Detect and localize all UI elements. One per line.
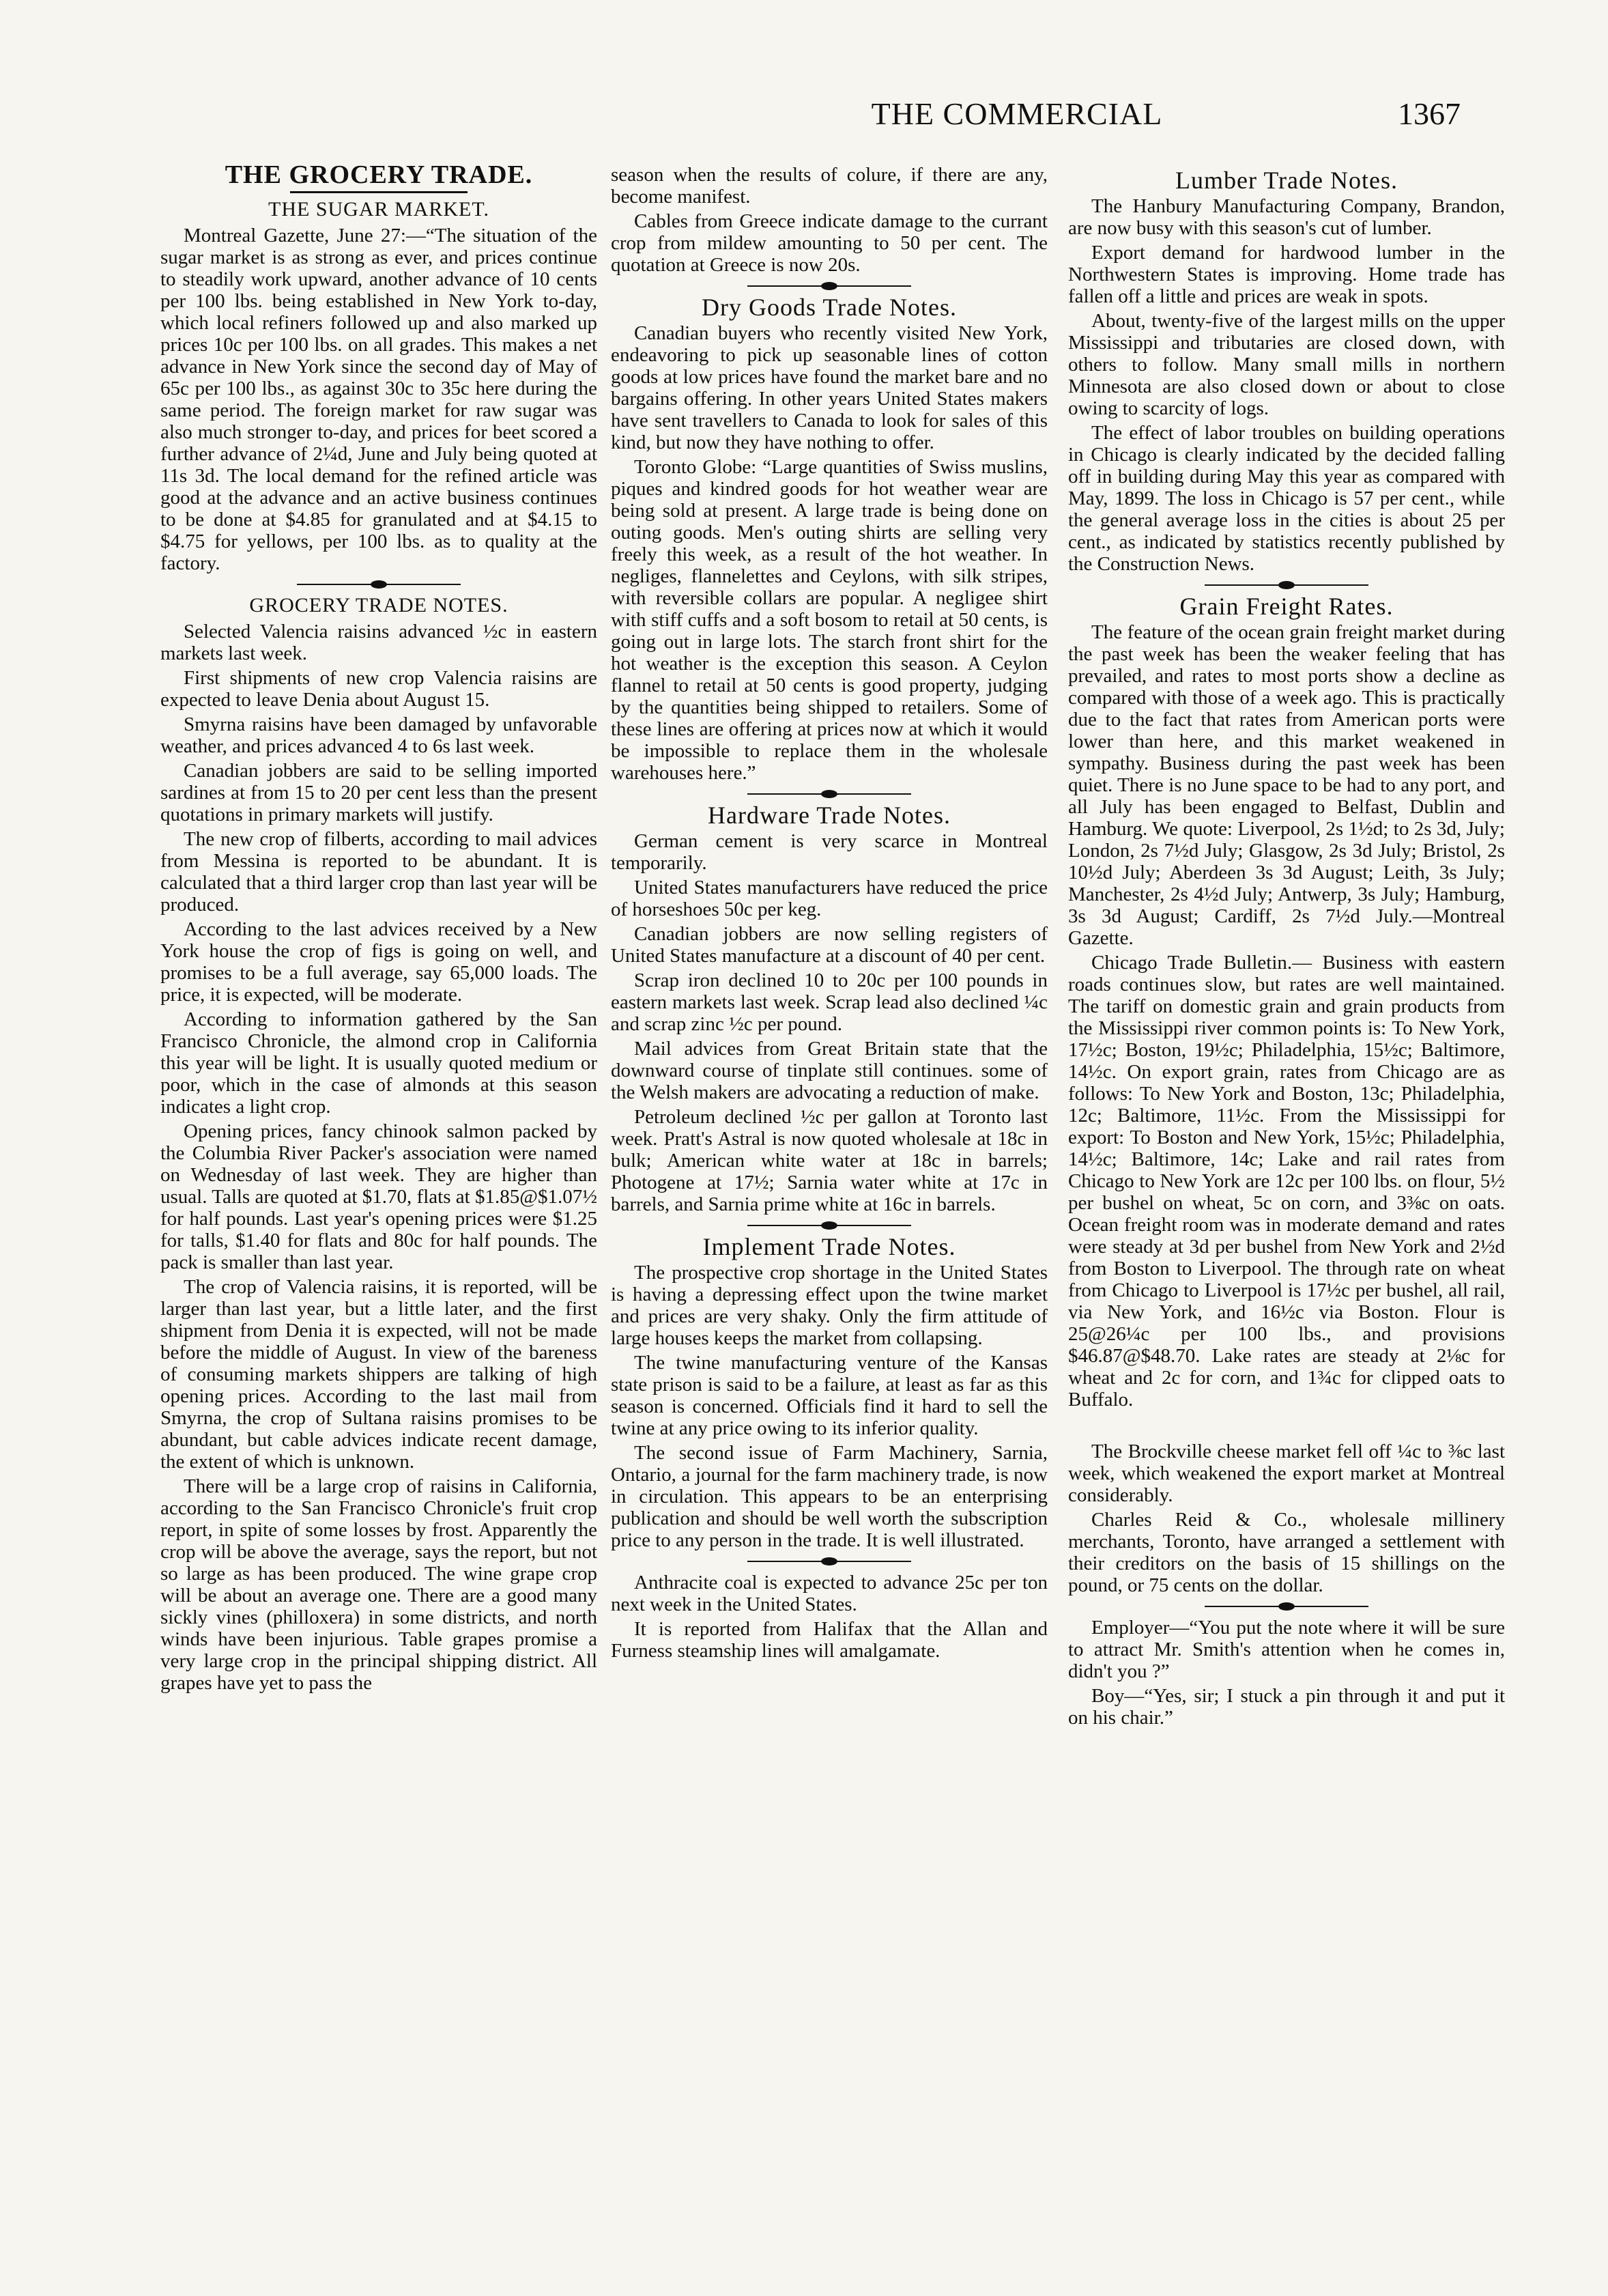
article-paragraph: Montreal Gazette, June 27:—“The situation of the sugar market is as strong as ever, and prices continue to steadily work upward, another advance of 10 cents per 100 lbs. being established in New York to-day, which local refiners followed up and also marked up prices 10c per 100 lbs. on all grades. This makes a net advance in New York since the second day of May of 65c per 100 lbs., as against 30c to 35c here during the same period. The foreign market for raw sugar was also much stronger to-day, and prices for beet scored a further advance of 2¼d, June and July being quoted at 11s 3d. The local demand for the refined article was good at the advance and an active business continues to be done at $4.85 for granulated and at $4.15 to $4.75 for yellows, per 100 lbs. as to quality at the factory. [160, 225, 597, 574]
grocery-notes-heading: GROCERY TRADE NOTES. [249, 594, 508, 616]
article-paragraph: According to information gathered by the San Francisco Chronicle, the almond crop in California this year will be light. It is usually quoted medium or poor, which in the case of almonds at this season indicates a light crop. [160, 1008, 597, 1118]
article-paragraph: Chicago Trade Bulletin.— Business with eastern roads continues slow, but rates are well maintained. The tariff on domestic grain and grain products from the Mississippi river common points is: To New York, 17½c; Boston, 19½c; Philadelphia, 15½c; Baltimore, 14½c. On export grain, rates from Chicago are as follows: To New York and Boston, 13c; Philadelphia, 12c; Baltimore, 11½c. From the Mississippi for export: To Boston and New York, 15½c; Philadelphia, 14½c; Baltimore, 14c; Lake and rail rates from Chicago to New York are 12c per 100 lbs. on flour, 5½ per bushel on wheat, 5c on corn, and 3⅜c on oats. Ocean freight room was in moderate demand and rates were steady at 3d per bushel from New York and 2½d from Boston to Liverpool. The through rate on wheat from Chicago to Liverpool is 17½c per bushel, all rail, via New York, and 16½c via Boston. Flour is 25@26¼c per 100 lbs., and provisions $46.87@$48.70. Lake rates are steady at 2⅛c for wheat and 2c for corn, and 1¾c for clipped oats to Buffalo. [1068, 952, 1505, 1411]
grocery-trade-heading: THE GROCERY TRADE. [225, 160, 533, 189]
article-paragraph: Toronto Globe: “Large quantities of Swiss muslins, piques and kindred goods for hot weather wear are being sold at present. A large trade is being done on outing goods. Men's outing shirts are selling very freely this week, as a result of the hot weather. In negliges, flannelettes and Ceylons, with silk stripes, with reversible collars are popular. A negligee shirt with stiff cuffs and a soft bosom to retail at 50 cents, is going out in large lots. The starch front shirt for the hot weather is the exception this season. A Ceylon flannel to retail at 50 cents is good property, judging by the quantities being shipped to retailers. Some of these lines are offering at prices now at which it would be impossible to replace them in the wholesale warehouses here.” [611, 456, 1048, 784]
article-paragraph: The twine manufacturing venture of the Kansas state prison is said to be a failure, at least as far as this season is concerned. Officials find it hard to sell the twine at any price owing to its inferior quality. [611, 1352, 1048, 1439]
article-paragraph: Anthracite coal is expected to advance 25c per ton next week in the United States. [611, 1572, 1048, 1615]
article-paragraph: German cement is very scarce in Montreal temporarily. [611, 830, 1048, 874]
column-2 [611, 164, 1048, 1664]
article-paragraph: Canadian jobbers are said to be selling imported sardines at from 15 to 20 per cent less than the present quotations in primary markets will justify. [160, 760, 597, 825]
article-paragraph: Export demand for hardwood lumber in the Northwestern States is improving. Home trade has fallen off a little and prices are weak in spots. [1068, 242, 1505, 307]
article-paragraph: The Hanbury Manufacturing Company, Brandon, are now busy with this season's cut of lumber. [1068, 195, 1505, 239]
article-paragraph: The Brockville cheese market fell off ¼c to ⅜c last week, which weakened the export market at Montreal considerably. [1068, 1441, 1505, 1506]
article-paragraph: The feature of the ocean grain freight market during the past week has been the weaker feeling that has prevailed, and rates to most ports show a decline as compared with those of a week ago. This is practically due to the fact that rates from American ports were lower than here, and this market weakened in sympathy. Business during the past week has been quiet. There is no June space to be had to any port, and all July has been engaged to Belfast, Dublin and Hamburg. We quote: Liverpool, 2s 1½d; to 2s 3d, July; London, 2s 7½d July; Glasgow, 2s 3d July; Bristol, 2s 10½d July; Aberdeen 3s 3d August; Leith, 3s July; Manchester, 2s 4½d July; Antwerp, 3s July; Hamburg, 3s 3d August; Cardiff, 2s 7½d July.—Montreal Gazette. [1068, 621, 1505, 949]
article-paragraph: Canadian jobbers are now selling registers of United States manufacture at a discount of 40 per cent. [611, 923, 1048, 967]
ornament-divider [747, 1557, 911, 1566]
lumber-heading: Lumber Trade Notes. [1175, 167, 1398, 194]
hardware-heading: Hardware Trade Notes. [708, 802, 951, 829]
article-paragraph: Scrap iron declined 10 to 20c per 100 pounds in eastern markets last week. Scrap lead also declined ¼c and scrap zinc ½c per pound. [611, 969, 1048, 1035]
dry-goods-heading: Dry Goods Trade Notes. [701, 294, 957, 321]
ornament-divider [1205, 1602, 1368, 1611]
article-paragraph: The effect of labor troubles on building operations in Chicago is clearly indicated by the decided falling off in building during May this year as compared with May, 1899. The loss in Chicago is 57 per cent., while the general average loss in the cities is about 25 per cent., as indicated by statistics recently published by the Construction News. [1068, 422, 1505, 575]
spacer [1068, 1413, 1505, 1441]
ornament-divider [1205, 580, 1368, 590]
column-3 [1068, 164, 1505, 1731]
implement-heading: Implement Trade Notes. [702, 1233, 956, 1260]
article-paragraph: About, twenty-five of the largest mills on the upper Mississippi and tributaries are closed down, with others to follow. Many small mills in northern Minnesota are also closed down or about to close owing to scarcity of logs. [1068, 310, 1505, 419]
sugar-market-heading: THE SUGAR MARKET. [268, 198, 489, 221]
divider [290, 191, 468, 193]
article-paragraph: Cables from Greece indicate damage to the currant crop from mildew amounting to 50 per cent. The quotation at Greece is now 20s. [611, 210, 1048, 276]
publication-title: THE COMMERCIAL [871, 96, 1163, 131]
ornament-divider [747, 789, 911, 799]
article-paragraph: Boy—“Yes, sir; I stuck a pin through it and put it on his chair.” [1068, 1685, 1505, 1729]
article-paragraph: Selected Valencia raisins advanced ½c in eastern markets last week. [160, 621, 597, 664]
article-paragraph: Employer—“You put the note where it will be sure to attract Mr. Smith's attention when he comes in, didn't you ?” [1068, 1617, 1505, 1682]
article-paragraph: There will be a large crop of raisins in California, according to the San Francisco Chronicle's fruit crop report, in spite of some losses by frost. Apparently the crop will be above the average, says the report, but not so large as has been produced. The wine grape crop will be about an average one. There are a good many sickly vines (philloxera) in some districts, and north winds have been injurious. Table grapes promise a very large crop in the principal shipping district. All grapes have yet to pass the [160, 1475, 597, 1694]
article-paragraph: Charles Reid & Co., wholesale millinery merchants, Toronto, have arranged a settlement with their creditors on the basis of 15 shillings on the pound, or 75 cents on the dollar. [1068, 1509, 1505, 1596]
grain-freight-heading: Grain Freight Rates. [1179, 593, 1394, 620]
article-paragraph: Mail advices from Great Britain state that the downward course of tinplate still continues. some of the Welsh makers are advocating a reduction of make. [611, 1038, 1048, 1103]
article-paragraph: The second issue of Farm Machinery, Sarnia, Ontario, a journal for the farm machinery trade, is now in circulation. This appears to be an enterprising publication and should be well worth the subscription price to any person in the trade. It is well illustrated. [611, 1442, 1048, 1551]
article-paragraph: Smyrna raisins have been damaged by unfavorable weather, and prices advanced 4 to 6s last week. [160, 713, 597, 757]
ornament-divider [297, 580, 461, 589]
article-paragraph: Canadian buyers who recently visited New York, endeavoring to pick up seasonable lines of cotton goods at low prices have found the market bare and no bargains offering. In other years United States makers have sent travellers to Canada to look for sales of this kind, but now they have nothing to offer. [611, 322, 1048, 453]
article-paragraph: Opening prices, fancy chinook salmon packed by the Columbia River Packer's association were named on Wednesday of last week. They are higher than usual. Talls are quoted at $1.70, flats at $1.85@$1.07½ for half pounds. Last year's opening prices were $1.25 for talls, $1.40 for flats and 80c for half pounds. The pack is smaller than last year. [160, 1120, 597, 1273]
ornament-divider [747, 281, 911, 291]
article-paragraph: The prospective crop shortage in the United States is having a depressing effect upon the twine market and prices are very shaky. Only the firm attitude of large houses keeps the market from collapsing. [611, 1262, 1048, 1349]
article-paragraph: United States manufacturers have reduced the price of horseshoes 50c per keg. [611, 877, 1048, 920]
column-1 [160, 160, 597, 1697]
article-paragraph: Petroleum declined ½c per gallon at Toronto last week. Pratt's Astral is now quoted wholesale at 18c in bulk; American white water at 18c in barrels; Photogene at 17½; Sarnia water white at 17c in barrels, and Sarnia prime white at 16c in barrels. [611, 1106, 1048, 1215]
article-paragraph: The crop of Valencia raisins, it is reported, will be larger than last year, but a little later, and the first shipment from Denia it is expected, will not be made before the middle of August. In view of the bareness of consuming markets shippers are talking of high opening prices. According to the last mail from Smyrna, the crop of Sultana raisins promises to be abundant, but cable advices indicate recent damage, the extent of which is unknown. [160, 1276, 597, 1473]
article-paragraph: season when the results of colure, if there are any, become manifest. [611, 164, 1048, 208]
article-paragraph: According to the last advices received by a New York house the crop of figs is going on well, and promises to be a full average, say 65,000 loads. The price, it is expected, will be moderate. [160, 918, 597, 1006]
article-paragraph: First shipments of new crop Valencia raisins are expected to leave Denia about August 15. [160, 667, 597, 711]
article-paragraph: It is reported from Halifax that the Allan and Furness steamship lines will amalgamate. [611, 1618, 1048, 1662]
ornament-divider [747, 1221, 911, 1230]
article-paragraph: The new crop of filberts, according to mail advices from Messina is reported to be abundant. It is calculated that a third larger crop than last year will be produced. [160, 828, 597, 916]
page-number: 1367 [1398, 96, 1461, 131]
page-header [601, 96, 1502, 143]
